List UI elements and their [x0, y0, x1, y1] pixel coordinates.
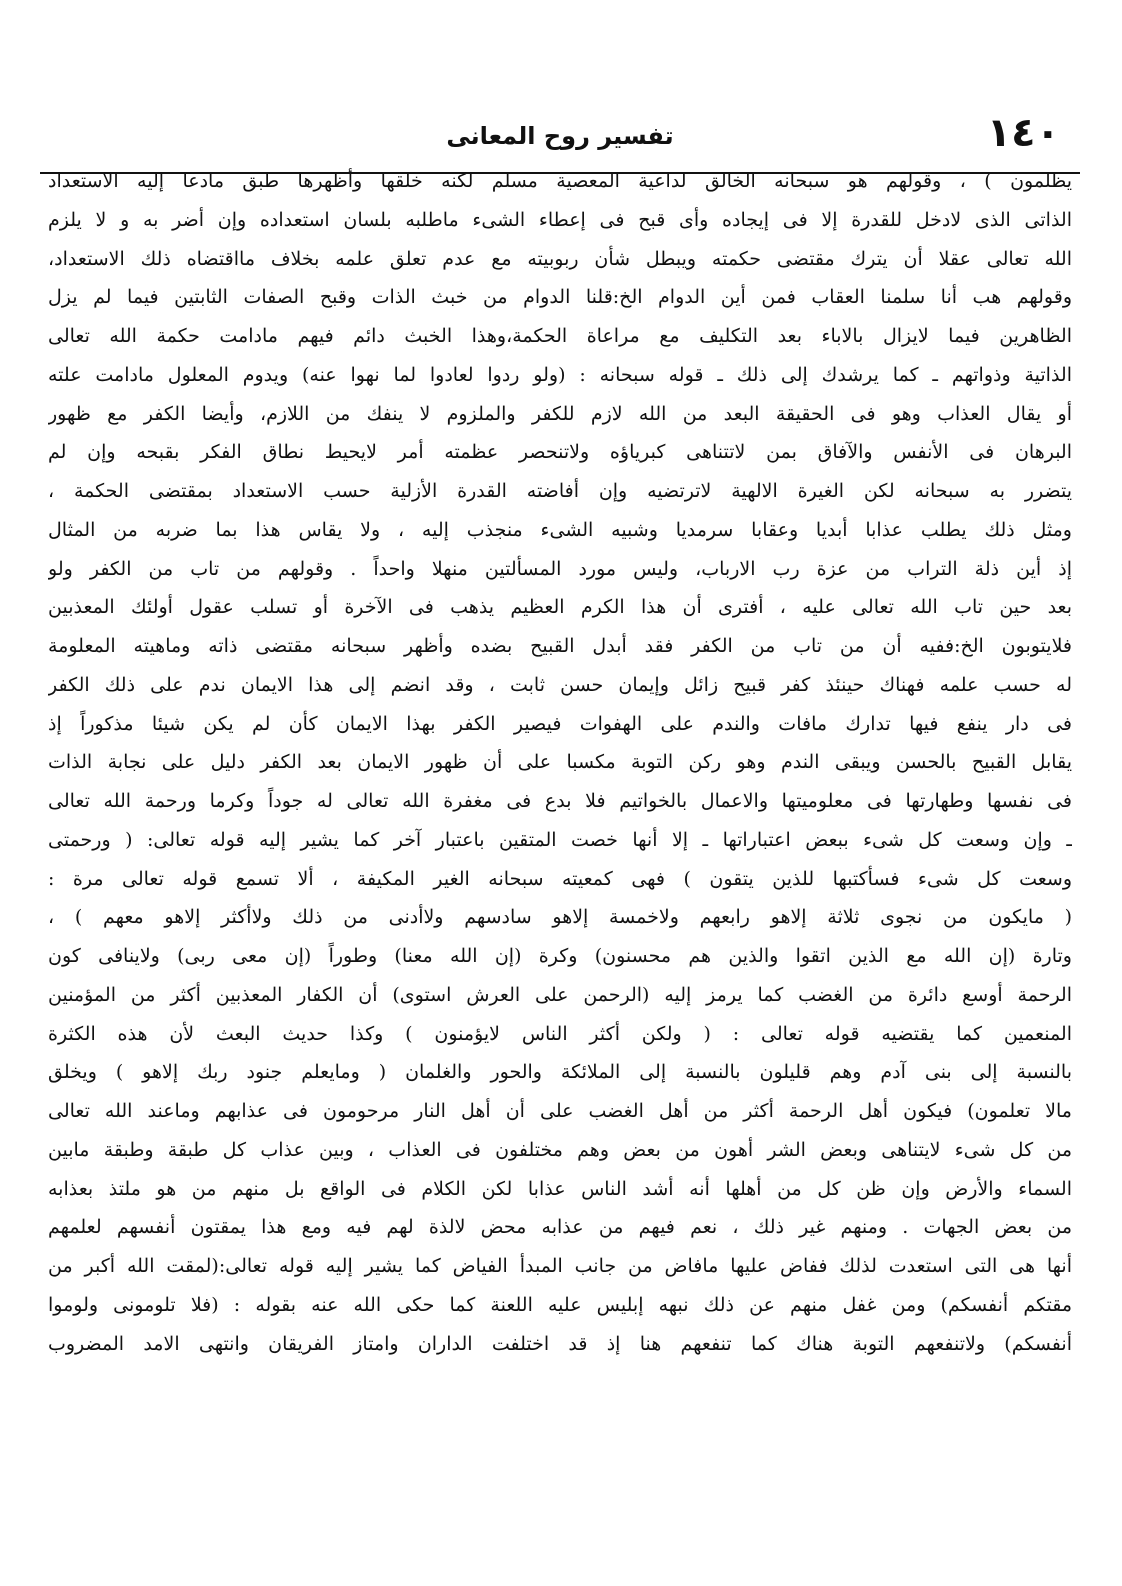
text-line: يتضرر به سبحانه لكن الغيرة الالهية لاترتضيه وإن أفاضته القدرة الأزلية حسب الاستعداد بمقتضى الحكمة ، — [48, 480, 1072, 502]
page-number: ١٤٠ — [986, 110, 1060, 156]
text-line: وتارة (إن الله مع الذين اتقوا والذين هم محسنون) وكرة (إن الله معنا) وطوراً (إن معى ربى) ولاينافى كون — [48, 945, 1072, 967]
page-header — [30, 110, 1090, 160]
text-line: ( مايكون من نجوى ثلاثة إلاهو رابعهم ولاخمسة إلاهو سادسهم ولاأدنى من ذلك ولاأكثر إلاهو معهم ) ، — [48, 906, 1072, 929]
text-line: مالا تعلمون) فيكون أهل الرحمة أكثر من أهل الغضب على أن أهل النار مرحومون فى عذابهم وماعند الله تعالى — [48, 1100, 1072, 1122]
text-line: فى نفسها وطهارتها فى معلوميتها والاعمال بالخواتيم فلا بدع فى مغفرة الله تعالى له جوداً وكرما ورحمة الله تعالى — [48, 790, 1072, 812]
text-line: مقتكم أنفسكم) ومن غفل منهم عن ذلك نبهه إبليس عليه اللعنة كما حكى الله عنه بقوله : (فلا تلومونى ولوموا — [48, 1293, 1072, 1316]
text-line: الله تعالى عقلا أن يترك مقتضى حكمته ويبطل شأن ربوبيته مع عدم تعلق علمه بخلاف مااقتضاه ذلك الاستعداد، — [48, 247, 1072, 270]
text-line: البرهان فى الأنفس والآفاق بمن لاتتناهى كبرياؤه ولاتنحصر عظمته أمر لايحيط نطاق الفكر بقبحه وإن لم — [48, 441, 1072, 464]
text-line: بالنسبة إلى بنى آدم وهم قليلون بالنسبة إلى الملائكة والحور والغلمان ( ومايعلم جنود ربك إلاهو ) ويخلق — [48, 1061, 1072, 1084]
text-line: أنفسكم) ولاتنفعهم التوبة هناك كما تنفعهم هنا إذ قد اختلفت الداران وامتاز الفريقان وانتهى الامد المضروب — [48, 1332, 1072, 1355]
text-line: الرحمة أوسع دائرة من الغضب كما يرمز إليه (الرحمن على العرش استوى) أن الكفار المعذبين أكثر من المؤمنين — [48, 983, 1072, 1006]
text-line: ومثل ذلك يطلب عذابا أبديا وعقابا سرمديا وشبيه الشىء منجذب إليه ، ولا يقاس هذا بما ضربه من المثال — [48, 518, 1072, 541]
text-line: الذاتية وذواتهم ـ كما يرشدك إلى ذلك ـ قوله سبحانه : (ولو ردوا لعادوا لما نهوا عنه) ويدوم المعلول مادامت علته — [48, 363, 1072, 386]
text-line: السماء والأرض وإن ظن كل من أهلها أنه أشد الناس عذابا لكن الكلام فى الواقع بل منهم من هو ملتذ بعذابه — [48, 1177, 1072, 1200]
text-line: من بعض الجهات . ومنهم غير ذلك ، نعم فيهم من عذابه محض لالذة لهم فيه ومع هذا يمقتون أنفسهم لعلمهم — [48, 1216, 1072, 1239]
text-line: ـ وإن وسعت كل شىء ببعض اعتباراتها ـ إلا أنها خصت المتقين باعتبار آخر كما يشير إليه قوله تعالى: ( ورحمتى — [48, 828, 1072, 851]
text-line: الظاهرين فيما لايزال بالاباء بعد التكليف مع مراعاة الحكمة،وهذا الخبث دائم فيهم مادامت حكمة الله تعالى — [48, 325, 1072, 347]
body-text — [48, 162, 1072, 1363]
text-line: من كل شىء لايتناهى وبعض الشر أهون من بعض وهم مختلفون فى العذاب ، وبين عذاب كل طبقة وطبقة مابين — [48, 1138, 1072, 1161]
text-line: أنها هى التى استعدت لذلك ففاض عليها مافاض من جانب المبدأ الفياض كما يشير إليه قوله تعالى:(لمقت الله أكبر من — [48, 1255, 1072, 1277]
text-line: إذ أين ذلة التراب من عزة رب الارباب، وليس مورد المسألتين منهلا واحداً . وقولهم من تاب من الكفر ولو — [48, 557, 1072, 580]
text-line: يقابل القبيح بالحسن ويبقى الندم وهو ركن التوبة مكسبا على أن ظهور الايمان بعد الكفر دليل على نجابة الذات — [48, 751, 1072, 774]
text-line: فى دار ينفع فيها تدارك مافات والندم على الهفوات فيصير الكفر بهذا الايمان كأن لم يكن شيئا مذكوراً إذ — [48, 712, 1072, 735]
running-title: تفسير روح المعانى — [446, 122, 674, 150]
text-line: بعد حين تاب الله تعالى عليه ، أفترى أن هذا الكرم العظيم يذهب فى الآخرة أو تسلب عقول أولئك المعذبين — [48, 596, 1072, 619]
text-line: وقولهم هب أنا سلمنا العقاب فمن أين الدوام الخ:قلنا الدوام من خبث الذات وقبح الصفات الثابتين فيما لم يزل — [48, 286, 1072, 309]
text-line: له حسب علمه فهناك حينئذ كفر قبيح زائل وإيمان حسن ثابت ، وقد انضم إلى هذا الايمان ندم على ذلك الكفر — [48, 673, 1072, 696]
text-line: أو يقال العذاب وهو فى الحقيقة البعد من الله لازم للكفر والملزوم لا ينفك من اللازم، وأيضا الكفر مع ظهور — [48, 402, 1072, 425]
text-line: الذاتى الذى لادخل للقدرة إلا فى إيجاده وأى قبح فى إعطاء الشىء ماطلبه بلسان استعداده وإن أضر به و لا يلزم — [48, 208, 1072, 231]
text-line: وسعت كل شىء فسأكتبها للذين يتقون ) فهى كمعيته سبحانه الغير المكيفة ، ألا تسمع قوله تعالى مرة : — [48, 867, 1072, 890]
text-line: يظلمون ) ، وقولهم هو سبحانه الخالق لداعية المعصية مسلم لكنه خلقها وأظهرها طبق مادعا إليه الاستعداد — [48, 170, 1072, 192]
text-line: فلايتوبون الخ:ففيه أن من تاب من الكفر فقد أبدل القبيح بضده وأظهر سبحانه مقتضى ذاته وماهيته المعلومة — [48, 635, 1072, 657]
book-page — [30, 90, 1090, 1570]
text-line: المنعمين كما يقتضيه قوله تعالى : ( ولكن أكثر الناس لايؤمنون ) وكذا حديث البعث لأن هذه الكثرة — [48, 1022, 1072, 1045]
